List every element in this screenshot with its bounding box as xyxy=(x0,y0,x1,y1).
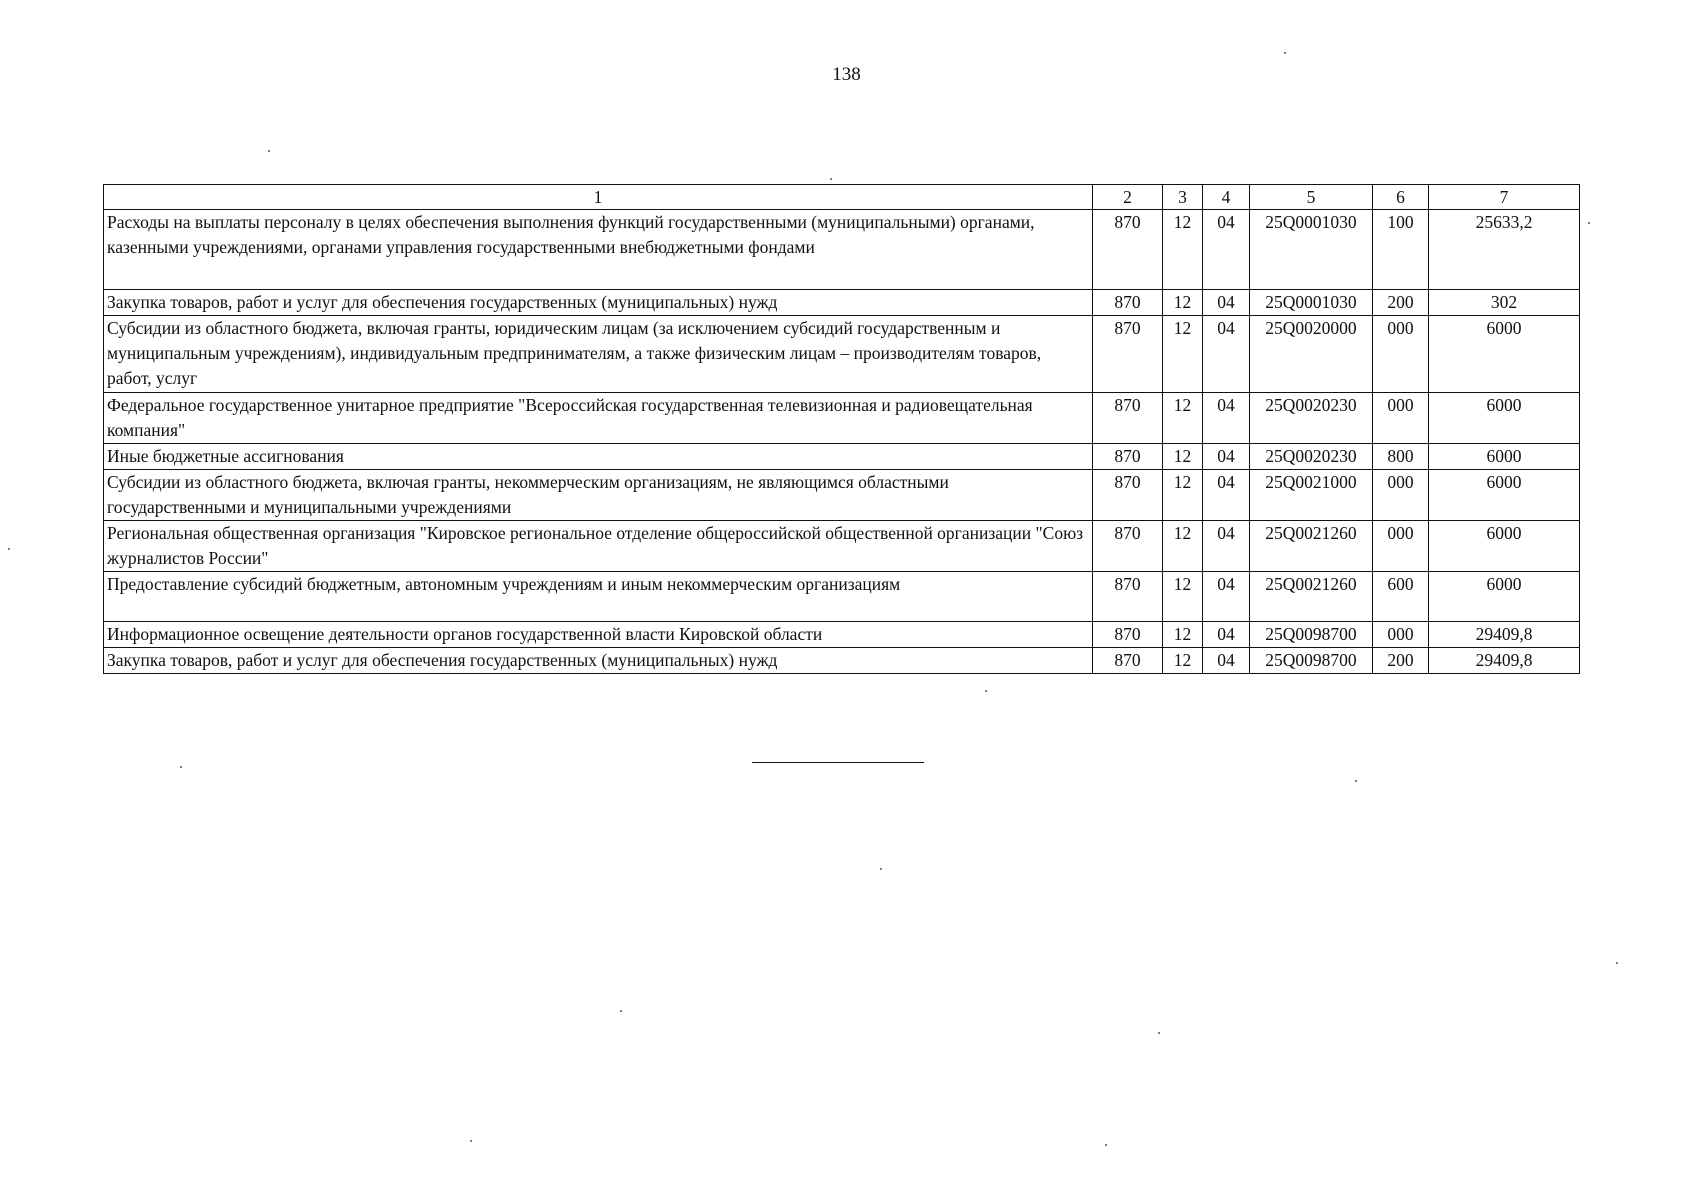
row-code-2: 870 xyxy=(1093,648,1163,674)
table-row xyxy=(104,393,1580,444)
row-code-5: 25Q0001030 xyxy=(1250,290,1373,316)
row-code-2: 870 xyxy=(1093,444,1163,470)
row-code-5: 25Q0021260 xyxy=(1250,521,1373,572)
scan-speck xyxy=(8,548,10,550)
scan-speck xyxy=(620,1010,622,1012)
row-code-2: 870 xyxy=(1093,572,1163,622)
row-code-4: 04 xyxy=(1203,521,1250,572)
row-amount: 6000 xyxy=(1429,521,1580,572)
column-number-row xyxy=(104,185,1580,210)
scan-speck xyxy=(1588,222,1590,224)
row-code-4: 04 xyxy=(1203,316,1250,393)
row-code-2: 870 xyxy=(1093,470,1163,521)
row-code-6: 000 xyxy=(1373,521,1429,572)
row-code-6: 000 xyxy=(1373,470,1429,521)
table-row xyxy=(104,210,1580,290)
row-name: Закупка товаров, работ и услуг для обеспечения государственных (муниципальных) нужд xyxy=(104,290,1093,316)
row-code-3: 12 xyxy=(1163,521,1203,572)
row-code-3: 12 xyxy=(1163,572,1203,622)
column-header-1: 1 xyxy=(104,185,1093,210)
scan-speck xyxy=(180,766,182,768)
row-code-4: 04 xyxy=(1203,622,1250,648)
row-code-6: 600 xyxy=(1373,572,1429,622)
scan-speck xyxy=(268,150,270,152)
row-code-3: 12 xyxy=(1163,316,1203,393)
row-amount: 6000 xyxy=(1429,572,1580,622)
row-amount: 6000 xyxy=(1429,470,1580,521)
row-code-5: 25Q0020230 xyxy=(1250,393,1373,444)
row-code-4: 04 xyxy=(1203,444,1250,470)
row-code-5: 25Q0098700 xyxy=(1250,648,1373,674)
scan-speck xyxy=(470,1140,472,1142)
row-amount: 29409,8 xyxy=(1429,622,1580,648)
table-row xyxy=(104,316,1580,393)
column-header-6: 6 xyxy=(1373,185,1429,210)
column-header-7: 7 xyxy=(1429,185,1580,210)
row-amount: 29409,8 xyxy=(1429,648,1580,674)
row-code-6: 200 xyxy=(1373,648,1429,674)
column-header-4: 4 xyxy=(1203,185,1250,210)
row-code-4: 04 xyxy=(1203,290,1250,316)
row-code-4: 04 xyxy=(1203,393,1250,444)
page-number: 138 xyxy=(832,64,861,85)
scan-speck xyxy=(830,178,832,180)
row-code-4: 04 xyxy=(1203,648,1250,674)
row-name: Иные бюджетные ассигнования xyxy=(104,444,1093,470)
row-amount: 25633,2 xyxy=(1429,210,1580,290)
row-code-6: 100 xyxy=(1373,210,1429,290)
row-name: Закупка товаров, работ и услуг для обеспечения государственных (муниципальных) нужд xyxy=(104,648,1093,674)
row-code-5: 25Q0021000 xyxy=(1250,470,1373,521)
table-row xyxy=(104,470,1580,521)
scan-speck xyxy=(1284,52,1286,54)
row-code-2: 870 xyxy=(1093,316,1163,393)
column-header-5: 5 xyxy=(1250,185,1373,210)
row-code-6: 800 xyxy=(1373,444,1429,470)
row-name: Расходы на выплаты персоналу в целях обеспечения выполнения функций государственными (муниципальными) органами, казенными учреждениями, органами управления государственными внебюджетными фондами xyxy=(104,210,1093,290)
row-amount: 6000 xyxy=(1429,393,1580,444)
row-code-3: 12 xyxy=(1163,470,1203,521)
scan-speck xyxy=(1105,1144,1107,1146)
row-code-4: 04 xyxy=(1203,572,1250,622)
row-code-3: 12 xyxy=(1163,210,1203,290)
row-code-5: 25Q0001030 xyxy=(1250,210,1373,290)
row-code-3: 12 xyxy=(1163,393,1203,444)
row-name: Федеральное государственное унитарное предприятие "Всероссийская государственная телевизионная и радиовещательная компания" xyxy=(104,393,1093,444)
table-row xyxy=(104,444,1580,470)
row-amount: 6000 xyxy=(1429,316,1580,393)
row-code-3: 12 xyxy=(1163,622,1203,648)
row-code-2: 870 xyxy=(1093,622,1163,648)
row-code-6: 200 xyxy=(1373,290,1429,316)
column-header-2: 2 xyxy=(1093,185,1163,210)
row-code-5: 25Q0098700 xyxy=(1250,622,1373,648)
table-row xyxy=(104,622,1580,648)
row-code-5: 25Q0021260 xyxy=(1250,572,1373,622)
row-name: Информационное освещение деятельности органов государственной власти Кировской области xyxy=(104,622,1093,648)
row-code-5: 25Q0020000 xyxy=(1250,316,1373,393)
row-name: Субсидии из областного бюджета, включая гранты, юридическим лицам (за исключением субсидий государственным и муниципальным учреждениям), индивидуальным предпринимателям, а также физическим лицам – производителям товаров, работ, услуг xyxy=(104,316,1093,393)
row-code-6: 000 xyxy=(1373,316,1429,393)
scan-speck xyxy=(1616,962,1618,964)
scan-speck xyxy=(985,690,987,692)
row-code-6: 000 xyxy=(1373,622,1429,648)
row-name: Субсидии из областного бюджета, включая гранты, некоммерческим организациям, не являющимся областными государственными и муниципальными учреждениями xyxy=(104,470,1093,521)
row-code-4: 04 xyxy=(1203,470,1250,521)
row-code-2: 870 xyxy=(1093,393,1163,444)
scan-speck xyxy=(1158,1032,1160,1034)
row-code-2: 870 xyxy=(1093,210,1163,290)
table-row xyxy=(104,521,1580,572)
row-amount: 302 xyxy=(1429,290,1580,316)
budget-table xyxy=(103,184,1580,674)
row-code-4: 04 xyxy=(1203,210,1250,290)
scan-speck xyxy=(1355,780,1357,782)
row-code-2: 870 xyxy=(1093,521,1163,572)
row-code-3: 12 xyxy=(1163,648,1203,674)
table-row xyxy=(104,572,1580,622)
scan-speck xyxy=(880,868,882,870)
row-code-3: 12 xyxy=(1163,290,1203,316)
row-amount: 6000 xyxy=(1429,444,1580,470)
row-code-2: 870 xyxy=(1093,290,1163,316)
row-name: Предоставление субсидий бюджетным, автономным учреждениям и иным некоммерческим организациям xyxy=(104,572,1093,622)
row-code-6: 000 xyxy=(1373,393,1429,444)
row-name: Региональная общественная организация "Кировское региональное отделение общероссийской общественной организации "Союз журналистов России" xyxy=(104,521,1093,572)
end-of-table-rule xyxy=(752,762,924,763)
column-header-3: 3 xyxy=(1163,185,1203,210)
row-code-5: 25Q0020230 xyxy=(1250,444,1373,470)
table-row xyxy=(104,648,1580,674)
row-code-3: 12 xyxy=(1163,444,1203,470)
table-row xyxy=(104,290,1580,316)
